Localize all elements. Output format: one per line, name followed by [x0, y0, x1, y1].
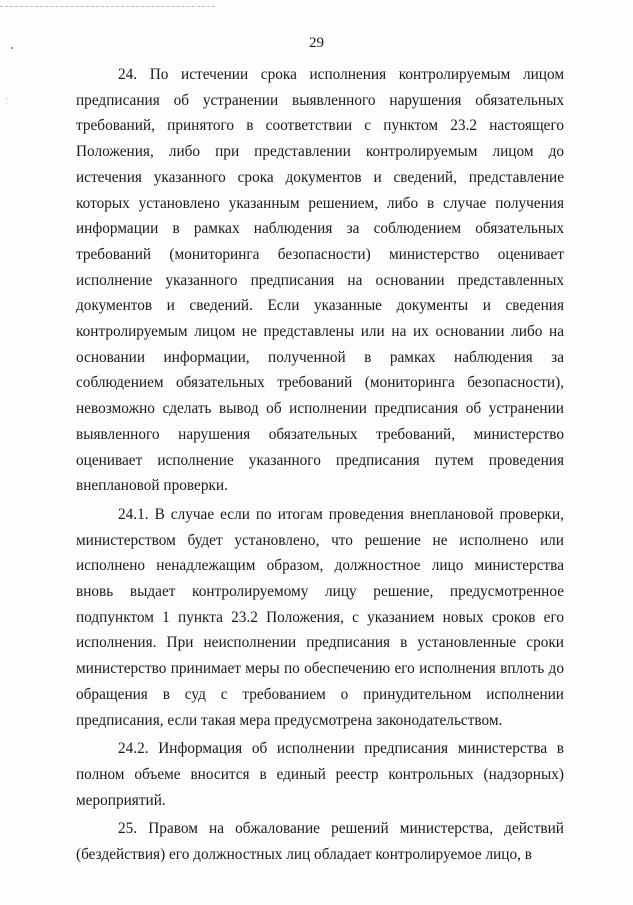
paragraph-24-2: 24.2. Информация об исполнении предписания министерства в полном объеме вносится в единый реестр контрольных (надзорных) мероприятий. [76, 740, 564, 809]
paragraph-24-1: 24.1. В случае если по итогам проведения внеплановой проверки, министерством будет установлено, что решение не исполнено или исполнено ненадлежащим образом, должностное лицо министерства вновь выдает контролируемому лицу решение, предусмотренное подпунктом 1 пункта 23.2 Положения, с указанием новых сроков его исполнения. При неисполнении предписания в установленные сроки министерство принимает меры по обеспечению его исполнения вплоть до обращения в суд с требованием о принудительном исполнении предписания, если такая мера предусмотрена законодательством. [76, 505, 564, 729]
scan-artifact-line [0, 6, 215, 7]
scan-speck [6, 98, 7, 99]
paragraph-24: 24. По истечении срока исполнения контролируемым лицом предписания об устранении выявленного нарушения обязательных требований, принятого в соответствии с пунктом 23.2 настоящего Положения, либо при представлении контролируемым лицом до истечения указанного срока документов и сведений, представление которых установлено указанным решением, либо в случае получения информации в рамках наблюдения за соблюдением обязательных требований (мониторинга безопасности) министерство оценивает исполнение указанного предписания на основании представленных документов и сведений. Если указанные документы и сведения контролируемым лицом не представлены или на их основании либо на основании информации, полученной в рамках наблюдения за соблюдением обязательных требований (мониторинга безопасности), невозможно сделать вывод об исполнении предписания об устранении выявленного нарушения обязательных требований, министерство оценивает исполнение указанного предписания путем проведения внеплановой проверки. [76, 66, 564, 495]
document-body [76, 62, 564, 868]
page-number: 29 [309, 35, 324, 51]
paragraph-25: 25. Правом на обжалование решений министерства, действий (бездействия) его должностных лиц обладает контролируемое лицо, в [76, 820, 564, 864]
